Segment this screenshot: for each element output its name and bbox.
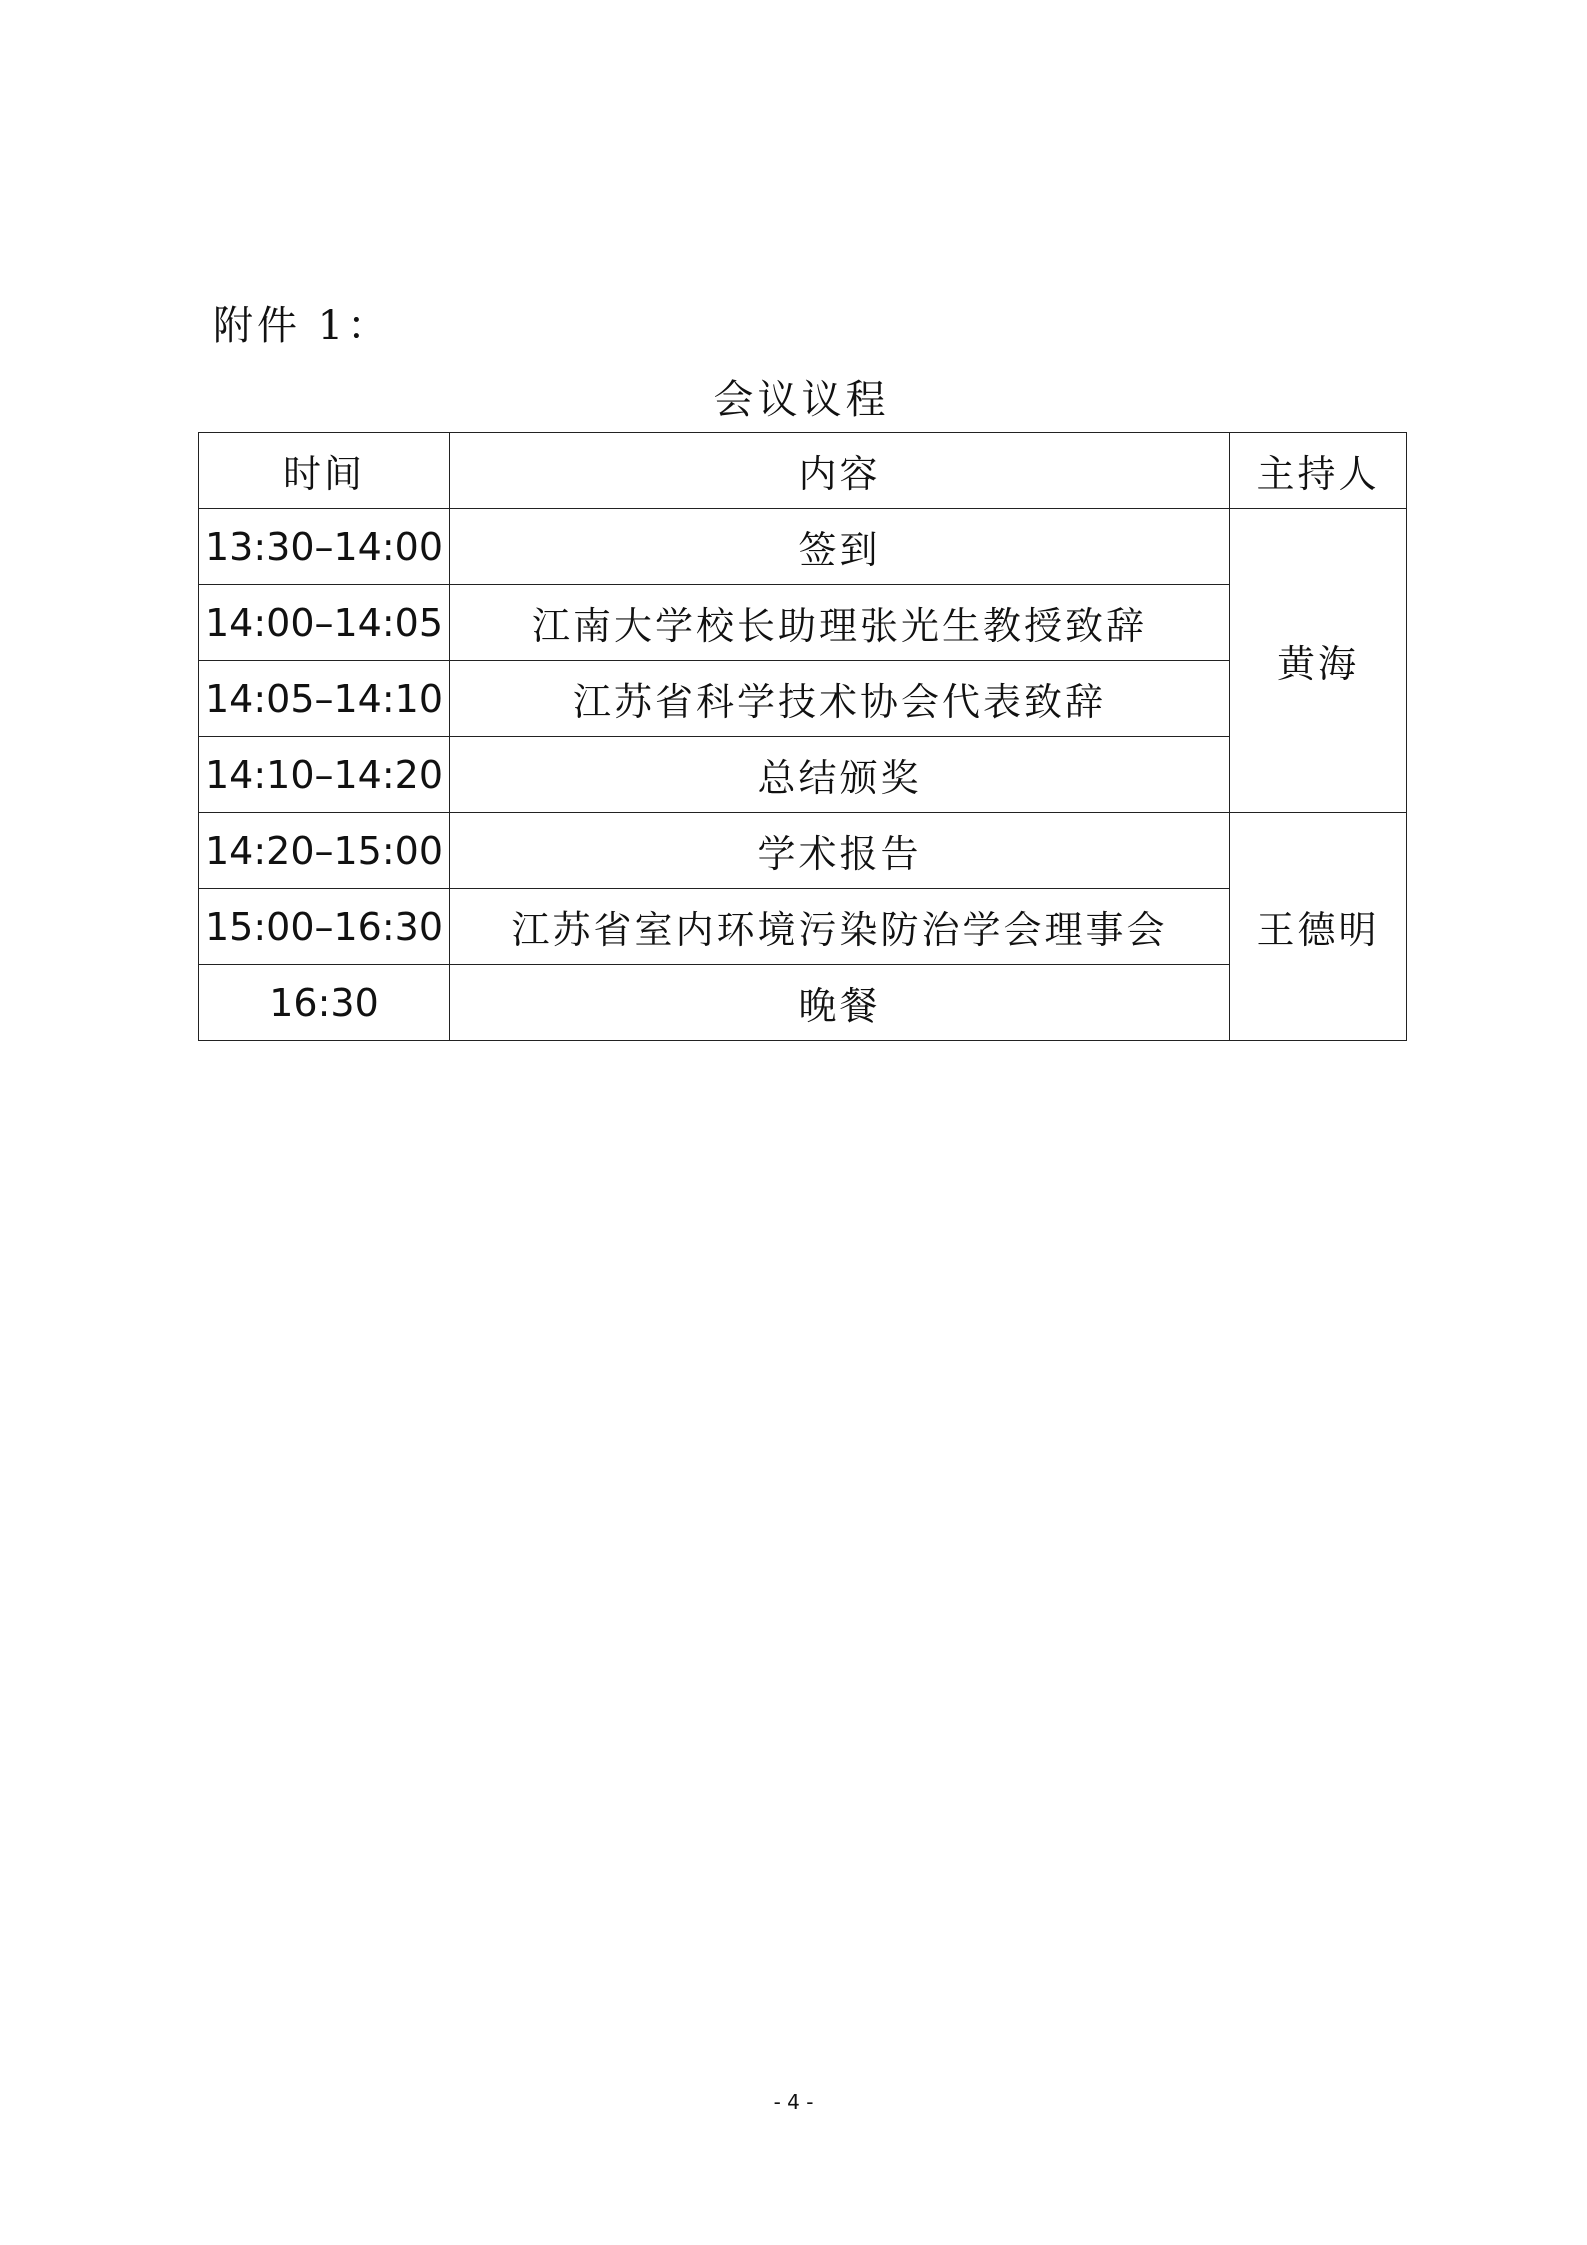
row-time: 16:30 — [199, 965, 450, 1041]
attachment-label: 附件 1： — [213, 303, 392, 349]
row-time: 15:00–16:30 — [199, 889, 450, 965]
row-content: 总结颁奖 — [450, 737, 1230, 813]
row-time: 14:05–14:10 — [199, 661, 450, 737]
table-row — [199, 661, 1407, 737]
row-time: 13:30–14:00 — [199, 509, 450, 585]
table-row — [199, 585, 1407, 661]
header-host: 主持人 — [1230, 433, 1407, 509]
host-cell: 黄海 — [1230, 509, 1407, 813]
row-time: 14:10–14:20 — [199, 737, 450, 813]
row-content: 晚餐 — [450, 965, 1230, 1041]
row-time: 14:00–14:05 — [199, 585, 450, 661]
table-row — [199, 965, 1407, 1041]
host-cell: 王德明 — [1230, 813, 1407, 1041]
header-time: 时间 — [199, 433, 450, 509]
table-row — [199, 737, 1407, 813]
document-title: 会议议程 — [713, 377, 890, 423]
row-content: 学术报告 — [450, 813, 1230, 889]
agenda-table — [198, 432, 1407, 1041]
table-row — [199, 813, 1407, 889]
header-content: 内容 — [450, 433, 1230, 509]
table-header-row — [199, 433, 1407, 509]
table-row — [199, 889, 1407, 965]
table-row — [199, 509, 1407, 585]
page-number: - 4 - — [773, 2090, 814, 2114]
row-content: 签到 — [450, 509, 1230, 585]
row-content: 江南大学校长助理张光生教授致辞 — [450, 585, 1230, 661]
row-content: 江苏省室内环境污染防治学会理事会 — [450, 889, 1230, 965]
row-content: 江苏省科学技术协会代表致辞 — [450, 661, 1230, 737]
row-time: 14:20–15:00 — [199, 813, 450, 889]
